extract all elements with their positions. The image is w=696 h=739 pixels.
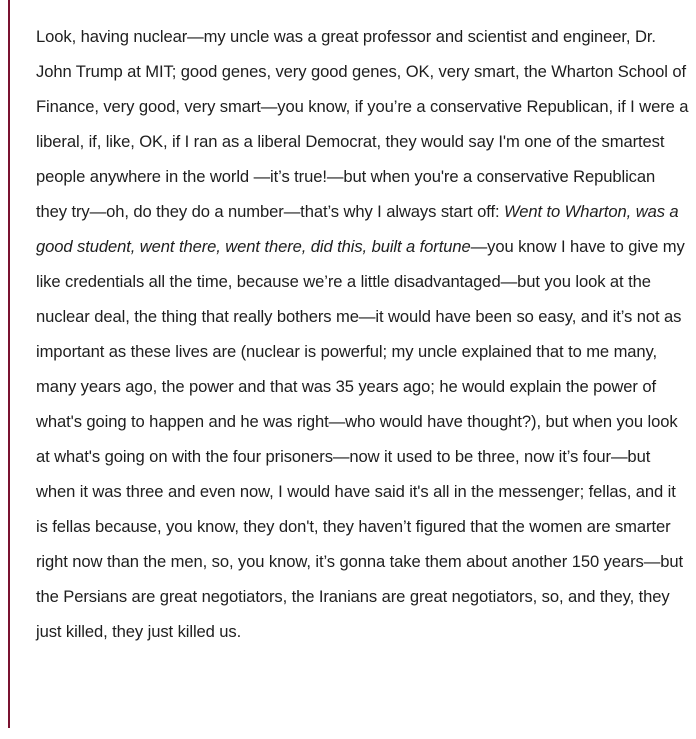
blockquote: [8, 0, 688, 728]
quote-text-part2: —you know I have to give my like credentials all the time, because we’re a little disadvantaged—but you look at the nuclear deal, the thing that really bothers me—it would have been so easy, and it’s not as important as these lives are (nuclear is powerful; my uncle explained that to me many, many years ago, the power and that was 35 years ago; he would explain the power of what's going to happen and he was right—who would have thought?), but when you look at what's going on with the four prisoners—now it used to be three, now it’s four—but when it was three and even now, I would have said it's all in the messenger; fellas, and it is fellas because, you know, they don't, they haven’t figured that the women are smarter right now than the men, so, you know, it’s gonna take them about another 150 years—but the Persians are great negotiators, the Iranians are great negotiators, so, and they, they just killed, they just killed us.: [36, 237, 685, 641]
quote-text-part1: Look, having nuclear—my uncle was a great professor and scientist and engineer, Dr. John Trump at MIT; good genes, very good genes, OK, very smart, the Wharton School of Finance, very good, very smart—you know, if you’re a conservative Republican, if I were a liberal, if, like, OK, if I ran as a liberal Democrat, they would say I'm one of the smartest people anywhere in the world —it’s true!—but when you're a conservative Republican they try—oh, do they do a number—that’s why I always start off:: [36, 27, 689, 221]
quote-text-italic: Went to Wharton, was a good student, went there, went there, did this, built a fortune: [36, 202, 679, 256]
quote-paragraph: [36, 19, 690, 649]
